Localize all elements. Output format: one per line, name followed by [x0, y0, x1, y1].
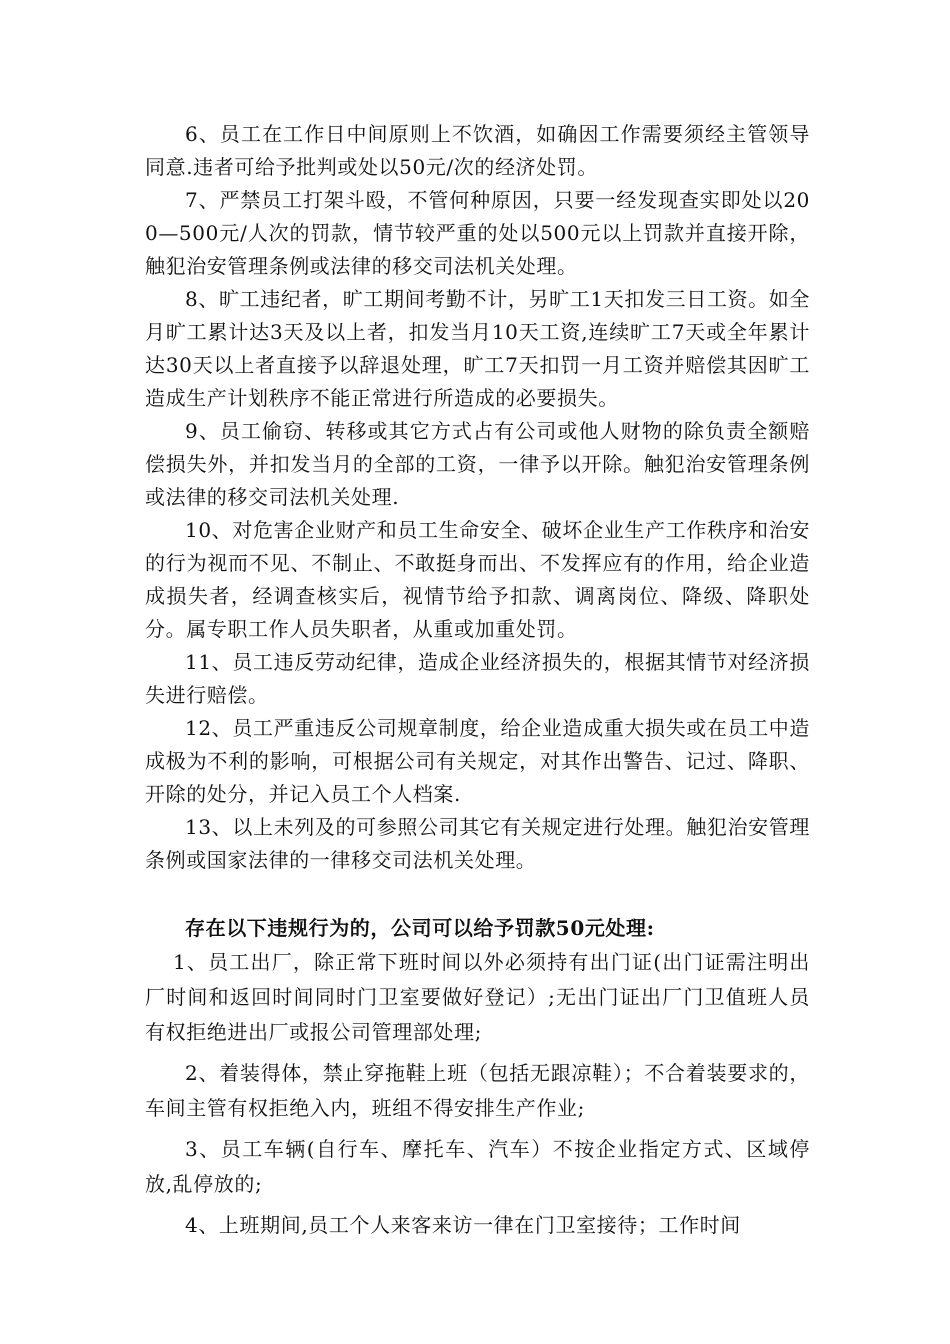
- fine-section: [145, 912, 810, 1243]
- rule-paragraph-7: 7、严禁员工打架斗殴，不管何种原因，只要一经发现查实即处以200—500元/人次的罚款，情节较严重的处以500元以上罚款并直接开除，触犯治安管理条例或法律的移交司法机关处理。: [145, 188, 810, 278]
- rule-paragraph-9: 9、员工偷窃、转移或其它方式占有公司或他人财物的除负责全额赔偿损失外，并扣发当月的全部的工资，一律予以开除。触犯治安管理条例或法律的移交司法机关处理.: [145, 419, 810, 509]
- fine-paragraph-1: 1、员工出厂，除正常下班时间以外必须持有出门证(出门证需注明出厂时间和返回时间同时门卫室要做好登记）;无出门证出厂门卫值班人员有权拒绝进出厂或报公司管理部处理;: [145, 950, 810, 1044]
- fine-paragraph-4: 4、上班期间,员工个人来客来访一律在门卫室接待；工作时间: [185, 1213, 741, 1237]
- rules-section: [145, 118, 810, 877]
- rule-paragraph-13: 13、以上未列及的可参照公司其它有关规定进行处理。触犯治安管理条例或国家法律的一律移交司法机关处理。: [145, 815, 810, 872]
- document-body: [145, 118, 810, 1243]
- rule-paragraph-11: 11、员工违反劳动纪律，造成企业经济损失的，根据其情节对经济损失进行赔偿。: [145, 650, 810, 707]
- fine-paragraph-2: 2、着装得体，禁止穿拖鞋上班（包括无跟凉鞋）；不合着装要求的，车间主管有权拒绝入内，班组不得安排生产作业;: [145, 1061, 810, 1120]
- section-heading: 存在以下违规行为的，公司可以给予罚款50元处理:: [185, 916, 655, 940]
- rule-paragraph-12: 12、员工严重违反公司规章制度，给企业造成重大损失或在员工中造成极为不利的影响，可根据公司有关规定，对其作出警告、记过、降职、开除的处分，并记入员工个人档案.: [145, 716, 810, 806]
- rule-paragraph-8: 8、旷工违纪者，旷工期间考勤不计，另旷工1天扣发三日工资。如全月旷工累计达3天及以上者，扣发当月10天工资,连续旷工7天或全年累计达30天以上者直接予以辞退处理，旷工7天扣罚一月工资并赔偿其因旷工造成生产计划秩序不能正常进行所造成的必要损失。: [145, 287, 810, 410]
- fine-paragraph-3: 3、员工车辆(自行车、摩托车、汽车）不按企业指定方式、区域停放,乱停放的;: [145, 1137, 810, 1196]
- rule-paragraph-10: 10、对危害企业财产和员工生命安全、破坏企业生产工作秩序和治安的行为视而不见、不制止、不敢挺身而出、不发挥应有的作用，给企业造成损失者，经调查核实后，视情节给予扣款、调离岗位、降级、降职处分。属专职工作人员失职者，从重或加重处罚。: [145, 518, 810, 641]
- rule-paragraph-6: 6、员工在工作日中间原则上不饮酒，如确因工作需要须经主管领导同意.违者可给予批判或处以50元/次的经济处罚。: [145, 122, 810, 179]
